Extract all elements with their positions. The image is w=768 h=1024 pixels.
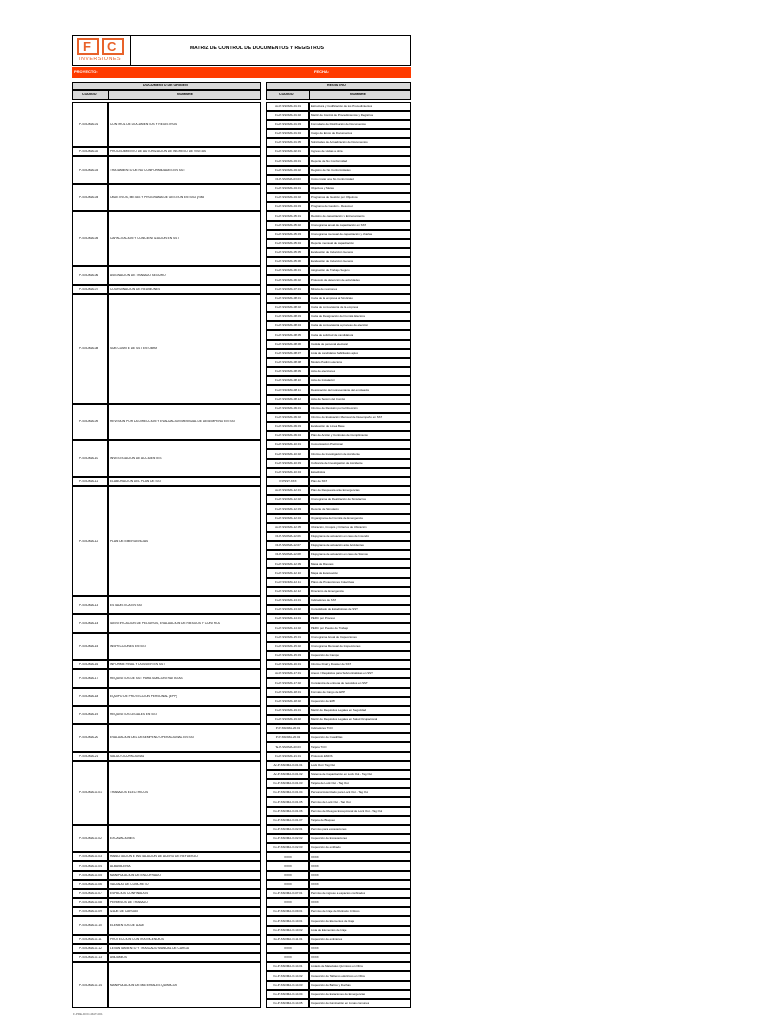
record-code: Fo-P-SSOMA-05.03 (275, 232, 301, 236)
group-name: ALBAÑILERÍA (110, 864, 131, 868)
record-name: Permiso de Izaje de Rutinario Críticos (311, 910, 360, 914)
record-code: Fo-P-SSOMA-08.05 (275, 333, 301, 337)
record-name: Cronograma Anual de Inspecciones (311, 635, 357, 639)
group-name: VACIADO DE CONCRETO (110, 882, 149, 886)
record-code: Fo-P-SSOMA-08.12 (275, 397, 301, 401)
group-code: P-SSOMA-O-02 (79, 837, 102, 841)
group-code: P-SSOMA-O-06 (79, 882, 102, 886)
group-code: P-SSOMA-21 (79, 754, 99, 758)
record-code: Fo-P-SSOMA-15.02 (275, 644, 301, 648)
record-name-cell (309, 871, 411, 880)
record-name: XXXX (311, 947, 319, 950)
record-name: Permiso para excavaciones (311, 828, 347, 831)
record-code: Ac-P-SSOMA-17.01 (275, 672, 301, 676)
group-code: P-SSOMA-03 (79, 168, 99, 172)
record-name: Permiso de Riesgos Excepcional de Lock Out - Tag Out (311, 809, 383, 813)
record-code: Fo-P-SSOMA-O-01.06 (273, 809, 303, 813)
record-name-cell (309, 953, 411, 962)
record-code: Ta-P-SSOMA-20.03 (275, 745, 301, 749)
group-code: P-SSOMA-O-07 (79, 892, 102, 896)
record-code: Fo-P-SSOMA-O-11.01 (273, 937, 303, 941)
logo-divider (130, 35, 131, 66)
record-name: Reporte de No Conformidad (311, 159, 348, 163)
record-name: Plan de Acción y Controles de Cumplimiento (311, 434, 369, 438)
record-code: Fo-P-SSOMA-09.03 (275, 425, 301, 429)
group-name: INSPECCIONES EN SST (110, 644, 147, 648)
record-code: Fo-P-SSOMA-15.01 (275, 635, 301, 639)
record-name: Cronograma anual de capacitación en SST (311, 223, 367, 227)
group-code: P-SSOMA-O-10 (79, 924, 102, 928)
record-name: Designación del representante del empleador (311, 388, 370, 392)
record-code: Fo-P-SSOMA-04.03 (275, 205, 301, 209)
record-name-cell (309, 880, 411, 889)
record-code: Ac-P-SSOMA-O-01.02 (273, 773, 303, 776)
record-name: Directorio de Emergencia (311, 589, 344, 593)
record-code: Fo-P-SSOMA-10.01 (275, 443, 301, 447)
record-name: PERC por Proceso (311, 617, 336, 621)
group-code: P-SSOMA-04 (79, 196, 99, 200)
record-name: Indicadores TCO (311, 727, 333, 731)
record-code: P-PSST-XXX (279, 480, 297, 483)
record-code: Fo-P-SSOMA-O-02.01 (273, 828, 303, 831)
record-name: Lista de Elementos de Izaje (311, 928, 347, 932)
record-code: Fo-P-SSOMA-08.11 (275, 388, 301, 392)
record-name: Cronograma mensual de capacitación y charlas (311, 232, 373, 236)
record-name: Permiso de ingreso a espacios confinados (311, 892, 366, 896)
record-name: XXXX (311, 956, 319, 960)
record-name-cell (309, 861, 411, 870)
group-code: P-SSOMA-02 (79, 150, 99, 154)
record-code: Fo-P-SSOMA-08.03 (275, 315, 301, 319)
group-code: P-SSOMA-O-08 (79, 901, 102, 905)
group-name: HABILITACIÓN E INSTALACIÓN DE ACERO DE REFUERZO (110, 855, 198, 859)
group-code: P-SSOMA-O-09 (79, 910, 102, 914)
record-name: Tarjeta de Lock Out - Tag Out (311, 782, 349, 786)
record-name: Inspección de EPP (311, 699, 336, 703)
record-code: Fo-P-SSOMA-08.09 (275, 370, 301, 374)
record-name: Inspección de Campo (311, 654, 339, 657)
record-code: Fo-P-SSOMA-12.02 (275, 498, 301, 502)
record-name: Solicitudes de Actualización de Documentos (311, 141, 368, 145)
record-code: Fo-P-SSOMA-09.02 (275, 416, 301, 419)
record-name: Ingreso de visitas a obra (311, 150, 343, 154)
record-name: Anexo / Requisitos para Subcontratistas en SST (311, 672, 373, 676)
record-name: Reporte de Simulacro (311, 507, 339, 511)
record-name: Formulario de Distribución de Documentos (311, 122, 366, 126)
record-name: Matriz de Requisitos Legales en Seguridad (311, 709, 367, 712)
record-code: Fo-P-SSOMA-08.06 (275, 342, 301, 346)
record-name: Inspección de iluminación en zonas comunes (311, 1002, 370, 1005)
record-name: Objetivos y Metas (311, 187, 334, 190)
record-name: Programa de Gestión - Resumen (311, 205, 354, 209)
record-code: XXXX (284, 956, 292, 960)
reg-code-column-header: CODIGO (279, 93, 294, 96)
record-code: Ac-P-SSOMA-12.01 (275, 489, 301, 493)
group-code: P-SSOMA-14 (79, 621, 99, 625)
record-code: Fo-P-SSOMA-09.01 (275, 406, 301, 410)
record-name: Carta de solicitud de candidatura (311, 333, 354, 337)
group-name: REQUISITOS LEGALES EN SST (110, 713, 158, 717)
group-name: COORDINACION DE REUNIONES (110, 287, 161, 291)
company-logo (75, 37, 128, 64)
record-code: Fo-P-SSOMA-02.01 (275, 150, 301, 154)
record-code: Fo-P-SSOMA-06.02 (275, 278, 301, 282)
record-code: Fo-P-SSOMA-08.01 (275, 296, 301, 300)
group-code: P-SSOMA-07 (79, 287, 99, 291)
record-code: Fo-P-SSOMA-09.04 (275, 434, 301, 438)
record-code: Ac-P-SSOMA-O-01.01 (273, 763, 303, 767)
group-name: PERMISOS DE TRABAJO (110, 901, 148, 905)
date-label: FECHA: (314, 70, 330, 74)
record-name: Cómo tratar una No Conformidad (311, 177, 354, 181)
group-name: REVISION POR LA DIRECCIÓN Y EVALUACIÓN MENSUAL DE DESEMPEÑO EN SST (110, 420, 236, 424)
record-name: Plan de SST (311, 480, 328, 483)
record-code: XXXX (284, 947, 292, 950)
group-code: P-SSOMA-15 (79, 644, 99, 648)
record-name: Inspección de Elementos de Izaje (311, 919, 355, 923)
record-code: Fo-P-SSOMA-05.06 (275, 260, 301, 264)
record-code: Fo-P-SSOMA-12.10 (275, 571, 301, 575)
record-code: Fo-P-SSOMA-12.12 (275, 589, 301, 593)
record-name: Informe de Investigación de Accidente (311, 452, 360, 456)
group-name: REQUISITOS DE SST PARA SUBCONTRATISTAS (110, 676, 183, 680)
record-name: Cronograma de Realización de Simulacros (311, 498, 366, 502)
record-code: Fo-P-SSOMA-01.04 (275, 132, 301, 136)
record-name: Tarjeta de Bloqueo (311, 818, 336, 822)
record-name: Registro de capacitación y Entrenamiento (311, 214, 365, 218)
record-code: XXXX (284, 855, 292, 859)
record-code: XXXX (284, 901, 292, 905)
record-code: Fo-P-SSOMA-05.02 (275, 223, 301, 227)
group-name: CAPACITACION Y CONCIENTIZACION EN SST (110, 237, 180, 241)
record-code: Fo-P-SSOMA-05.04 (275, 242, 301, 245)
group-name: ASIGNACIÓN DE TRABAJO SEGURO (110, 273, 166, 277)
record-name: Inspección de Excavaciones (311, 837, 348, 841)
record-name: Programas de Gestión por Objetivos (311, 196, 358, 200)
logo-letter-f: F (83, 40, 91, 53)
group-name: LEVANTAMIENTO Y TRASLADO MANUAL DE CARGA (110, 946, 189, 950)
group-code: P-SSOMA-16 (79, 663, 99, 667)
group-name: IDENTIFICACIÓN DE PELIGROS, EVALUACIÓN DE RIESGOS Y CONTROL (110, 621, 221, 625)
group-name: TRATAMIENTO DE NO CONFORMIDADES EN SST (110, 168, 185, 172)
group-name: ELEMENTOS DE IZAJE (110, 924, 145, 928)
record-code: Fo-P-SSOMA-15.03 (275, 654, 301, 657)
record-code: Fo-P-SSOMA-04.02 (275, 196, 301, 200)
record-name: Ubicación, Croquis y Criterios de Ubicación (311, 525, 367, 529)
record-code: XXXX (284, 873, 292, 877)
record-code: Fo-P-SSOMA-18.01 (275, 690, 301, 694)
record-code: Fo-P-SSOMA-07.01 (275, 287, 301, 291)
record-name: Informe de Revisión por la Dirección (311, 406, 358, 410)
group-code: P-SSOMA-O-12 (79, 946, 102, 950)
record-code: Fo-P-SSOMA-O-10.01 (273, 919, 303, 923)
record-code: Fo-P-SSOMA-08.04 (275, 324, 301, 328)
record-name: Organigrama del Comité de Emergencia (311, 516, 363, 520)
reg-name-column-header: NOMBRE (350, 93, 366, 96)
record-code: P-P-SSOMA-20.02 (275, 736, 301, 740)
record-name: Evaluación de Línea Base (311, 425, 345, 429)
group-code: P-SSOMA-O-11 (79, 937, 102, 941)
record-name: Cobranza de Investigación de Accidente (311, 461, 363, 465)
record-name: Mapa de Evacuación (311, 571, 338, 575)
record-name: Reporte mensual de capacitación (311, 242, 354, 245)
record-code: Fo-P-SSOMA-O-14.05 (273, 1002, 303, 1005)
record-name: Evaluación de Inducción General (311, 260, 354, 264)
record-name: Acta de Instalación (311, 379, 336, 383)
footer-note: F-PRE-DOC-MAT-001 (73, 1012, 103, 1016)
project-bar (72, 67, 411, 78)
document-title: MATRIZ DE CONTROL DE DOCUMENTOS Y REGISTROS (190, 46, 324, 51)
record-name: Matriz de Requisitos Legales en Salud Ocupacional (311, 718, 378, 722)
record-code: Fo-P-SSOMA-O-09.01 (273, 910, 303, 914)
record-name: Matriz de Control de Procedimientos y Registros (311, 113, 374, 117)
record-code: Fo-P-SSOMA-12.09 (275, 562, 301, 566)
group-code: P-SSOMA-08 (79, 347, 99, 351)
record-code: Fo-P-SSOMA-O-14.02 (273, 974, 303, 978)
record-code: Fo-P-SSOMA-O-02.02 (273, 837, 303, 841)
record-name: Consolidado de Estadísticas de SST (311, 608, 358, 612)
record-name: Indicadores de SST (311, 599, 337, 603)
group-name: SALUD OCUPACIONAL (110, 754, 145, 758)
record-code: Fo-P-SSOMA-19.01 (275, 709, 301, 712)
record-name: XXXX (311, 873, 319, 877)
record-code: Fo-P-SSOMA-08.10 (275, 379, 301, 383)
group-code: P-SSOMA-11 (79, 479, 99, 483)
group-code: P-SSOMA-O-05 (79, 873, 102, 877)
record-code: Fo-P-SSOMA-O-14.03 (273, 983, 303, 987)
record-name: Inspección de extintores (311, 937, 343, 941)
group-name: CONTROL DE DOCUMENTOS Y REGISTROS (110, 122, 178, 126)
record-name: Minuta de reuniones (311, 287, 338, 291)
record-code: Fo-P-SSOMA-O-07.01 (273, 892, 303, 896)
group-code: P-SSOMA-13 (79, 603, 99, 607)
record-name: Carta de convocatoria de la empresa (311, 306, 359, 310)
record-name: Inspección de Baños y Duchas (311, 983, 351, 987)
group-name: PROTECCIÓN CONTRA INCENDIOS (110, 937, 165, 941)
record-name-cell (309, 852, 411, 861)
group-code: P-SSOMA-O-14 (79, 983, 102, 987)
group-code: P-SSOMA-10 (79, 457, 99, 461)
record-code: Fo-P-SSOMA-08.08 (275, 361, 301, 364)
record-code: Ac-P-SSOMA-12.05 (275, 525, 301, 529)
logo-subtitle: INVERSIONES (79, 57, 121, 62)
group-name: EXCAVACIONES (110, 837, 135, 841)
record-name: Carta de Designación del Comité Electoral (311, 315, 366, 319)
record-name: Estadística (311, 470, 326, 474)
record-code: Fo-P-SSOMA-O-01.07 (273, 818, 303, 822)
record-name: Formato de Cargo de EPP (311, 690, 346, 694)
record-code: Fo-P-SSOMA-08.07 (275, 351, 301, 355)
record-name: Acta de elecciones (311, 370, 336, 374)
record-code: Fo-P-SSOMA-13.02 (275, 608, 301, 612)
record-code: Fo-P-SSOMA-12.11 (275, 580, 301, 584)
record-name: Flujograma de actuación en caso de Incendio (311, 535, 370, 538)
record-code: Fo-P-SSOMA-21.01 (275, 754, 301, 758)
group-code: P-SSOMA-09 (79, 420, 99, 424)
name-column-header: NOMBRE (177, 93, 193, 96)
record-name: Cronograma Mensual de Inspecciones (311, 644, 361, 648)
record-code: Ot-P-SSOMA-03.03 (275, 177, 301, 181)
record-name: Flujograma de actuación en caso de Sismos (311, 553, 368, 557)
group-code: P-SSOMA-O-04 (79, 864, 102, 868)
record-code: Fo-P-SSOMA-17.02 (275, 681, 301, 685)
group-name: MANIPULACIÓN DE ENCOFRADO (110, 873, 161, 877)
record-name: Registro de No Conformidades (311, 168, 351, 172)
record-name: XXXX (311, 901, 319, 905)
record-code: Fo-P-SSOMA-10.02 (275, 452, 301, 456)
record-name: Constancia de entrega de requisitos en SST (311, 681, 368, 685)
record-name: Cédula de personal electoral (311, 342, 348, 346)
record-code: Fo-P-SSOMA-O-02.03 (273, 846, 303, 850)
record-name: Inspección de Cuadrillas (311, 736, 343, 740)
group-code: P-SSOMA-17 (79, 676, 99, 680)
group-code: P-SSOMA-06 (79, 273, 99, 277)
record-name: Personal Autorizado para Lock Out - Tag Out (311, 791, 369, 795)
record-name: Flujograma de actuación ante Accidentes (311, 544, 364, 548)
record-code: Fo-P-SSOMA-13.01 (275, 599, 301, 603)
record-name: Sistema de Capacitación en Lock Out - Tag Out (311, 773, 373, 776)
record-code: Fo-P-SSOMA-14.01 (275, 617, 301, 621)
group-name: IZAJE DE CARGAS (110, 910, 139, 914)
record-code: Fo-P-SSOMA-03.01 (275, 159, 301, 163)
group-code: P-SSOMA-12 (79, 539, 99, 543)
record-code: Fo-P-SSOMA-01.05 (275, 141, 301, 145)
group-code: P-SSOMA-01 (79, 122, 99, 126)
record-code: Fo-P-SSOMA-O-01.05 (273, 800, 303, 804)
group-code: P-SSOMA-05 (79, 237, 99, 241)
group-name: INVESTIGACIÓN DE ACCIDENTES (110, 457, 162, 461)
record-name: PERC por Puesto de Trabajo (311, 626, 349, 630)
record-name: Informe de Evaluación Mensual de Desempeño en SST (311, 416, 383, 419)
record-code: XXXX (284, 864, 292, 868)
record-code: Fo-P-SSOMA-10.04 (275, 470, 301, 474)
group-code: P-SSOMA-20 (79, 736, 99, 740)
record-code: Fo-P-SSOMA-O-01.03 (273, 782, 303, 786)
group-name: ANDAMIOS (110, 956, 128, 960)
record-name: Inspección de Tableros eléctricos en Obra (311, 974, 365, 978)
record-name: Tarjeta TCO (311, 745, 327, 749)
record-name-cell (309, 944, 411, 953)
record-code: Fo-P-SSOMA-05.01 (275, 214, 301, 218)
group-name: ESPACIOS CONFINADOS (110, 892, 149, 896)
record-code: Fo-P-SSOMA-10.03 (275, 461, 301, 465)
record-name: Carta de convocatoria a proceso de elección (311, 324, 369, 328)
record-code: Ot-P-SSOMA-12.08 (275, 553, 301, 557)
record-name: Mapa de Riesgos (311, 562, 334, 566)
record-name: Carta de la empresa al Sindicato (311, 296, 353, 300)
group-code: P-SSOMA-19 (79, 713, 99, 717)
record-code: Fo-P-SSOMA-01.03 (275, 122, 301, 126)
group-name: PLAN DE EMERGENCIAS (110, 539, 149, 543)
group-name-cell (108, 861, 261, 870)
record-code: Ot-P-SSOMA-12.06 (275, 535, 301, 538)
record-name: Asignación de Trabajo Seguro (311, 269, 350, 273)
record-name: XXXX (311, 855, 319, 859)
record-name: Protocolo de detención de actividades (311, 278, 360, 282)
record-name: Acta de Sesión del Comité (311, 397, 346, 401)
group-name-cell (108, 953, 261, 962)
project-label: PROYECTO: (74, 70, 98, 74)
group-name: ESTADÍSTICA EN SST (110, 603, 143, 607)
record-name: Listado de Materiales Químicos en Obra (311, 965, 363, 969)
group-code: P-SSOMA-18 (79, 695, 99, 699)
record-code: Fo-P-SSOMA-04.01 (275, 187, 301, 190)
record-name: Inspección de entibado (311, 846, 341, 850)
group-name: OBJETIVOS, METAS Y PROGRAMA DE GESTION EN SSO y MA (110, 196, 205, 200)
record-name: XXXX (311, 864, 319, 868)
record-code: Fo-P-SSOMA-O-10.02 (273, 928, 303, 932)
origin-group-label: DOCUMENTO DE ORIGEN (143, 84, 188, 87)
record-code: Ac-P-SSOMA-01.01 (275, 104, 301, 108)
group-code: P-SSOMA-O-13 (79, 956, 102, 960)
group-name: PROCEDIMIENTO DE AUTORIZACION DE INGRESO DE VISITAS (110, 150, 206, 154)
record-code: Fo-P-SSOMA-08.02 (275, 306, 301, 310)
record-name: Cargo de Envío de Documentos (311, 132, 353, 136)
record-code: Fo-P-SSOMA-05.05 (275, 251, 301, 255)
record-group-label: REGISTRO (327, 84, 346, 87)
code-column-header: CODIGO (82, 93, 97, 96)
record-code: Fo-P-SSOMA-12.04 (275, 516, 301, 520)
group-code: P-SSOMA-O-03 (79, 855, 102, 859)
record-code: Fo-P-SSOMA-12.03 (275, 507, 301, 511)
group-name: EQUIPO DE PROTECCIÓN PERSONAL (EPP) (110, 695, 178, 699)
record-name: Protocolo EMOS (311, 754, 333, 758)
logo-letter-c: C (107, 40, 117, 53)
record-name: Permiso de Lock Out - Tag Out (311, 800, 351, 804)
record-code: XXXX (284, 882, 292, 886)
record-code: Fo-P-SSOMA-01.02 (275, 113, 301, 117)
record-name-cell (309, 898, 411, 907)
group-name: INFORME FINAL Y DOSSIER EN SST (110, 663, 166, 667)
group-name: EVALUACIÓN DEL DESEMPEÑO OPERACIONAL EN SST (110, 736, 195, 740)
record-code: Fo-P-SSOMA-16.01 (275, 663, 301, 667)
record-code: Ot-P-SSOMA-12.07 (275, 544, 301, 548)
record-code: P-P-SSOMA-20.01 (275, 727, 301, 731)
group-code: P-SSOMA-O-01 (79, 791, 102, 795)
record-code: Fo-P-SSOMA-06.01 (275, 269, 301, 273)
record-code: Fo-P-SSOMA-O-01.04 (273, 791, 303, 795)
record-name: Evaluación de Inducción General (311, 251, 354, 255)
record-name: XXXX (311, 882, 319, 886)
record-name: Inspección de Estaciones de Emergencias (311, 992, 366, 996)
record-code: Fo-P-SSOMA-19.02 (275, 718, 301, 722)
record-code: Fo-P-SSOMA-O-14.01 (273, 965, 303, 969)
record-name: Modelo Padrón electoral (311, 361, 343, 364)
group-name: SUB COMITÉ DE SST EN OBRA (110, 347, 158, 351)
record-name: Plan de Respuesta ante Emergencias (311, 489, 360, 493)
group-name: TRABAJOS ELECTRICOS (110, 791, 149, 795)
record-code: Fo-P-SSOMA-03.02 (275, 168, 301, 172)
record-code: Fo-P-SSOMA-14.02 (275, 626, 301, 630)
group-name: ELABORACIÓN DEL PLAN DE SST (110, 479, 162, 483)
record-name: Lista de candidatos habilitados aptos (311, 351, 359, 355)
record-name: Estructura y Codificación de los Procedimientos (311, 104, 373, 108)
group-name: MANIPULACIÓN DE MATERIALES QUÍMICOS (110, 983, 178, 987)
record-name: Lock Out / Tag Out (311, 763, 336, 767)
record-name: Comunicación Preliminar (311, 443, 344, 447)
record-code: Fo-P-SSOMA-18.02 (275, 699, 301, 703)
record-name: Plano de Protecciones Colectivas (311, 580, 355, 584)
record-code: Fo-P-SSOMA-O-14.04 (273, 992, 303, 996)
record-name: Informe Final y Dossier de SST (311, 663, 352, 667)
